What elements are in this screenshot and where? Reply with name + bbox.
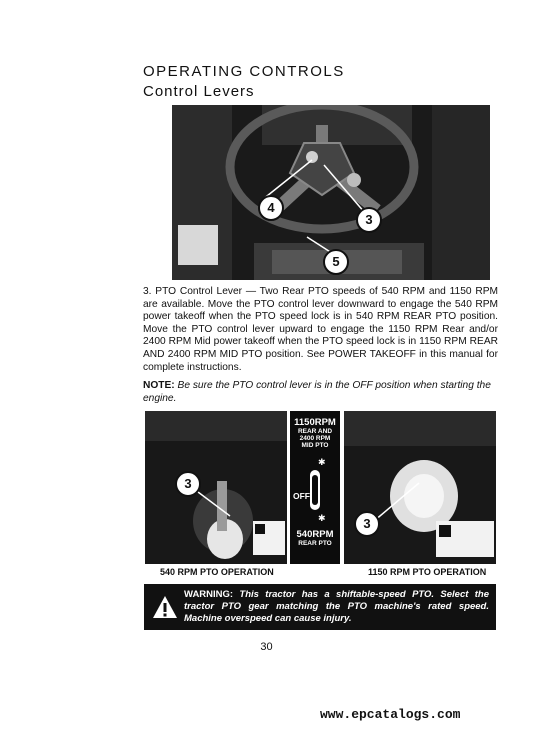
callout-4: 4 (258, 195, 284, 221)
warning-box (144, 584, 496, 630)
note-block (143, 380, 498, 405)
caption-1150: 1150 RPM PTO OPERATION (368, 567, 487, 577)
steering-wheel-photo (172, 105, 490, 280)
warning-text-block (184, 589, 489, 626)
pto-paragraph: 3. PTO Control Lever — Two Rear PTO speeds of 540 RPM and 1150 RPM are available. Move the PTO control lever downward to engage the 540 RPM power takeoff when the PTO speed lock is in 540 RPM REAR PTO position. Move the PTO control lever upward to engage the 1150 RPM Rear and/or 2400 RPM Mid power takeoff when the PTO speed lock is in 1150 RPM REAR AND 2400 RPM MID PTO position. See POWER TAKEOFF in this manual for complete instructions. (143, 286, 498, 373)
callout-5: 5 (323, 249, 349, 275)
pto-1150-illustration (344, 411, 496, 564)
panel-bottom-rpm: 540RPM (296, 529, 334, 540)
callout-right-3: 3 (354, 511, 380, 537)
panel-bottom-line: REAR PTO (298, 540, 332, 547)
page-heading: OPERATING CONTROLS (143, 63, 345, 80)
panel-top-line1: REAR AND (297, 428, 333, 435)
svg-text:✱: ✱ (318, 458, 326, 468)
callout-3: 3 (356, 207, 382, 233)
callout-left-3: 3 (175, 471, 201, 497)
warning-triangle-icon (152, 595, 178, 619)
warning-label: WARNING: (184, 589, 234, 600)
pto-slot-icon (290, 455, 340, 525)
page-number: 30 (260, 641, 273, 653)
panel-top-line2: 2400 RPM (299, 435, 331, 442)
pto-decal-panel (290, 411, 340, 564)
panel-top-rpm: 1150RPM (294, 417, 336, 428)
pto-540-photo (145, 411, 287, 564)
note-label: NOTE: (143, 380, 175, 391)
panel-top-line3: MID PTO (301, 442, 329, 449)
pto-540-illustration (145, 411, 287, 564)
caption-540: 540 RPM PTO OPERATION (160, 567, 274, 577)
svg-text:✱: ✱ (318, 514, 326, 524)
note-text: Be sure the PTO control lever is in the OFF position when starting the engine. (143, 380, 491, 404)
page-subheading: Control Levers (143, 83, 255, 100)
pto-1150-photo (344, 411, 496, 564)
watermark-url: www.epcatalogs.com (320, 707, 461, 722)
warning-text: This tractor has a shiftable-speed PTO. Select the tractor PTO gear matching the PTO machine's rated speed. Machine overspeed can cause injury. (184, 589, 489, 625)
panel-off: OFF (293, 491, 310, 501)
